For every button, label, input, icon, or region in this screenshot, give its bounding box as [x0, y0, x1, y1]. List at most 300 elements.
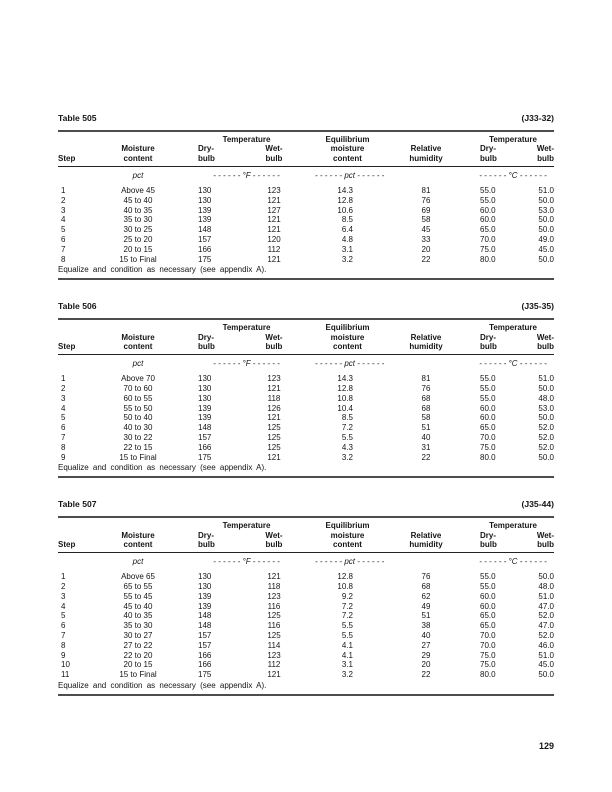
table-cell: 139: [198, 215, 212, 225]
header-row: [58, 531, 554, 553]
table-title: Table 507: [58, 499, 97, 510]
units-pct: pct: [132, 359, 144, 369]
table-cell: 20: [421, 244, 431, 254]
table-cell: 7: [61, 630, 66, 640]
table-cell: 49: [421, 601, 431, 611]
table-cell: 166: [198, 244, 212, 254]
table-cell: 51.0: [538, 186, 554, 196]
table-cell: 51.0: [538, 650, 554, 660]
table-cell: 125: [267, 611, 281, 621]
table-cell: 52.0: [538, 611, 554, 621]
table-cell: 47.0: [538, 601, 554, 611]
table-row: [58, 631, 554, 641]
kiln-schedule-table-506: [58, 301, 554, 478]
table-cell: 157: [198, 432, 212, 442]
temperature-c-spanner: Temperature: [489, 323, 537, 333]
table-cell: 51.0: [538, 374, 554, 384]
table-cell: 55.0: [480, 581, 496, 591]
table-cell: 4.3: [341, 442, 353, 452]
table-cell: 2: [61, 384, 66, 393]
table-cell: 139: [198, 205, 212, 215]
emc-column-header: Equilibrium moisture content: [315, 517, 380, 553]
table-cell: 80.0: [480, 254, 496, 264]
table-title-row: [58, 113, 554, 123]
table-cell: 76: [421, 195, 431, 205]
table-cell: 121: [267, 225, 281, 235]
units-fahrenheit: - - - - - - °F - - - - - -: [213, 359, 280, 369]
table-cell: 114: [267, 640, 281, 650]
table-cell: 50.0: [538, 254, 554, 264]
table-cell: 55.0: [480, 393, 496, 403]
units-fahrenheit: - - - - - - °F - - - - - -: [213, 171, 280, 181]
table-cell: 14.3: [337, 186, 353, 196]
footer-row: [58, 264, 554, 279]
table-cell: 22: [421, 254, 431, 264]
table-cell: 11: [61, 670, 70, 680]
units-emc-pct: - - - - - - pct - - - - - -: [315, 359, 385, 369]
table-cell: 121: [267, 670, 281, 680]
units-row-group: [58, 355, 554, 374]
units-emc-pct: - - - - - - pct - - - - - -: [315, 557, 385, 567]
moisture-column-header: Moisture content: [98, 333, 178, 355]
schedule-table: [58, 516, 554, 696]
table-cell: 3: [61, 205, 66, 215]
table-cell: 4.1: [341, 650, 353, 660]
table-cell: 3.1: [341, 660, 353, 670]
moisture-column-header: Moisture content: [98, 531, 178, 553]
wet-bulb-c-column-header: Wet- bulb: [507, 333, 554, 355]
dry-bulb-f-column-header: Dry- bulb: [178, 531, 233, 553]
table-cell: 139: [198, 601, 212, 611]
table-row: [58, 641, 554, 651]
table-cell: 80.0: [480, 670, 496, 680]
table-cell: 6: [61, 621, 66, 631]
spanner-row: [58, 131, 554, 144]
table-cell: 20 to 15: [123, 660, 153, 670]
table-title: Table 505: [58, 113, 97, 123]
table-row: [58, 433, 554, 443]
table-cell: 130: [198, 195, 212, 205]
table-cell: 33: [421, 235, 431, 244]
table-code: (J33-32): [521, 113, 554, 123]
dry-bulb-c-column-header: Dry- bulb: [472, 333, 507, 355]
table-cell: 3.2: [341, 254, 353, 264]
table-cell: 2: [61, 195, 66, 205]
table-cell: 166: [198, 660, 212, 670]
units-row-group: [58, 553, 554, 572]
table-cell: 75.0: [480, 244, 496, 254]
units-pct: pct: [132, 171, 144, 181]
table-row: [58, 592, 554, 602]
table-cell: 157: [198, 630, 212, 640]
table-cell: 4.1: [341, 640, 353, 650]
table-cell: 58: [421, 413, 431, 423]
table-cell: 112: [267, 660, 281, 670]
table-cell: 70.0: [480, 630, 496, 640]
emc-column-header: Equilibrium moisture content: [315, 131, 380, 167]
header-row: [58, 333, 554, 355]
table-cell: 123: [267, 591, 281, 601]
table-cell: 60.0: [480, 403, 496, 413]
table-cell: 70.0: [480, 640, 496, 650]
table-cell: 51.0: [538, 591, 554, 601]
moisture-column-header: Moisture content: [98, 144, 178, 166]
table-cell: 10: [61, 660, 70, 670]
table-cell: 130: [198, 186, 212, 196]
table-cell: 130: [198, 581, 212, 591]
table-row: [58, 215, 554, 225]
emc-column-header: Equilibrium moisture content: [315, 319, 380, 355]
table-cell: 40 to 35: [123, 205, 153, 215]
table-cell: 27 to 22: [123, 640, 153, 650]
table-cell: 120: [267, 235, 281, 244]
table-title-row: [58, 499, 554, 509]
table-cell: 45 to 40: [123, 601, 153, 611]
table-body: [58, 186, 554, 264]
table-cell: 12.8: [337, 572, 353, 582]
table-cell: 51: [421, 423, 431, 433]
table-cell: 175: [198, 670, 212, 680]
units-celsius: - - - - - - °C - - - - - -: [479, 359, 547, 369]
table-row: [58, 413, 554, 423]
table-cell: Above 45: [121, 186, 155, 196]
table-cell: 70 to 60: [123, 384, 153, 393]
table-cell: 76: [421, 572, 431, 582]
table-cell: 38: [421, 621, 431, 631]
table-cell: 55.0: [480, 572, 496, 582]
table-cell: 81: [421, 374, 431, 384]
table-row: [58, 611, 554, 621]
table-cell: 5.5: [341, 432, 353, 442]
temperature-c-spanner: Temperature: [489, 521, 537, 531]
table-cell: 6: [61, 235, 66, 244]
table-cell: 3.2: [341, 670, 353, 680]
table-cell: 5.5: [341, 621, 353, 631]
table-cell: 50.0: [538, 225, 554, 235]
step-column-header: Step: [58, 333, 98, 355]
table-cell: 22 to 15: [123, 442, 153, 452]
table-cell: 53.0: [538, 205, 554, 215]
table-cell: Above 70: [121, 374, 155, 384]
table-cell: 68: [421, 393, 431, 403]
table-row: [58, 423, 554, 433]
table-cell: 8.5: [341, 413, 353, 423]
table-cell: 148: [198, 621, 212, 631]
table-cell: 35 to 30: [123, 215, 153, 225]
rh-column-header: Relative humidity: [380, 131, 472, 167]
table-cell: 76: [421, 384, 431, 393]
table-cell: 3: [61, 591, 66, 601]
table-cell: 8: [61, 442, 66, 452]
table-cell: 55.0: [480, 374, 496, 384]
table-row: [58, 670, 554, 680]
table-cell: 130: [198, 393, 212, 403]
wet-bulb-c-column-header: Wet- bulb: [507, 144, 554, 166]
table-row: [58, 621, 554, 631]
step-column-header: Step: [58, 531, 98, 553]
kiln-schedule-table-505: [58, 113, 554, 280]
table-cell: 4: [61, 601, 66, 611]
table-cell: 7.2: [341, 423, 353, 433]
table-cell: 40 to 30: [123, 423, 153, 433]
table-cell: 50.0: [538, 384, 554, 393]
table-cell: Above 65: [121, 572, 155, 582]
table-cell: 4: [61, 215, 66, 225]
table-cell: 50.0: [538, 215, 554, 225]
table-cell: 121: [267, 215, 281, 225]
header-row: [58, 144, 554, 166]
table-cell: 125: [267, 423, 281, 433]
table-cell: 116: [267, 621, 281, 631]
table-cell: 80.0: [480, 452, 496, 462]
table-cell: 10.8: [337, 393, 353, 403]
table-cell: 75.0: [480, 660, 496, 670]
table-row: [58, 453, 554, 463]
table-cell: 70.0: [480, 235, 496, 244]
table-body: [58, 374, 554, 462]
table-cell: 53.0: [538, 403, 554, 413]
table-cell: 5: [61, 225, 66, 235]
footer-row: [58, 680, 554, 695]
table-cell: 15 to Final: [119, 254, 157, 264]
schedule-table: [58, 130, 554, 280]
table-footer-group: [58, 680, 554, 695]
table-cell: 10.4: [337, 403, 353, 413]
table-cell: 148: [198, 225, 212, 235]
equalize-note: Equalize and condition as necessary (see appendix A).: [58, 462, 554, 477]
table-cell: 31: [421, 442, 431, 452]
units-emc-pct: - - - - - - pct - - - - - -: [315, 171, 385, 181]
table-row: [58, 186, 554, 196]
table-cell: 112: [267, 244, 281, 254]
table-cell: 52.0: [538, 432, 554, 442]
table-cell: 47.0: [538, 621, 554, 631]
table-row: [58, 404, 554, 414]
table-cell: 81: [421, 186, 431, 196]
table-cell: 15 to Final: [119, 670, 157, 680]
table-cell: 118: [267, 581, 281, 591]
table-cell: 60.0: [480, 413, 496, 423]
table-cell: 22 to 20: [123, 650, 153, 660]
table-cell: 30 to 25: [123, 225, 153, 235]
table-cell: 45 to 40: [123, 195, 153, 205]
table-cell: 4.8: [341, 235, 353, 244]
table-cell: 68: [421, 403, 431, 413]
table-cell: 121: [267, 254, 281, 264]
table-cell: 8: [61, 640, 66, 650]
table-cell: 25 to 20: [123, 235, 153, 244]
table-cell: 175: [198, 452, 212, 462]
table-row: [58, 206, 554, 216]
table-cell: 125: [267, 630, 281, 640]
table-cell: 10.6: [337, 205, 353, 215]
table-row: [58, 374, 554, 384]
table-cell: 125: [267, 432, 281, 442]
table-cell: 7.2: [341, 601, 353, 611]
table-cell: 40 to 35: [123, 611, 153, 621]
table-cell: 50.0: [538, 413, 554, 423]
table-cell: 1: [61, 572, 66, 582]
table-cell: 9: [61, 452, 66, 462]
rh-column-header: Relative humidity: [380, 517, 472, 553]
table-cell: 130: [198, 374, 212, 384]
table-cell: 51: [421, 611, 431, 621]
table-cell: 3.2: [341, 452, 353, 462]
table-row: [58, 602, 554, 612]
table-cell: 3.1: [341, 244, 353, 254]
table-title-row: [58, 301, 554, 311]
table-cell: 35 to 30: [123, 621, 153, 631]
units-fahrenheit: - - - - - - °F - - - - - -: [213, 557, 280, 567]
table-cell: 121: [267, 195, 281, 205]
table-cell: 9: [61, 650, 66, 660]
table-cell: 60.0: [480, 591, 496, 601]
units-row-group: [58, 167, 554, 186]
table-row: [58, 225, 554, 235]
step-column-header: Step: [58, 144, 98, 166]
table-body: [58, 572, 554, 680]
dry-bulb-f-column-header: Dry- bulb: [178, 144, 233, 166]
wet-bulb-f-column-header: Wet- bulb: [233, 531, 315, 553]
wet-bulb-f-column-header: Wet- bulb: [233, 144, 315, 166]
wet-bulb-c-column-header: Wet- bulb: [507, 531, 554, 553]
table-cell: 148: [198, 611, 212, 621]
table-cell: 60.0: [480, 601, 496, 611]
table-cell: 65.0: [480, 611, 496, 621]
table-cell: 50 to 40: [123, 413, 153, 423]
table-cell: 121: [267, 413, 281, 423]
table-cell: 123: [267, 650, 281, 660]
table-cell: 123: [267, 374, 281, 384]
table-cell: 6.4: [341, 225, 353, 235]
dry-bulb-f-column-header: Dry- bulb: [178, 333, 233, 355]
table-cell: 8: [61, 254, 66, 264]
units-row: [58, 553, 554, 572]
temperature-f-spanner: Temperature: [222, 521, 271, 531]
table-cell: 118: [267, 393, 281, 403]
table-cell: 60.0: [480, 205, 496, 215]
equalize-note: Equalize and condition as necessary (see appendix A).: [58, 680, 554, 695]
table-cell: 50.0: [538, 195, 554, 205]
table-cell: 148: [198, 423, 212, 433]
table-cell: 4: [61, 403, 66, 413]
table-cell: 65 to 55: [123, 581, 153, 591]
dry-bulb-c-column-header: Dry- bulb: [472, 144, 507, 166]
table-cell: 157: [198, 640, 212, 650]
table-title: Table 506: [58, 301, 97, 312]
table-cell: 6: [61, 423, 66, 433]
rh-column-header: Relative humidity: [380, 319, 472, 355]
table-cell: 139: [198, 591, 212, 601]
temperature-f-spanner: Temperature: [222, 323, 271, 333]
table-cell: 46.0: [538, 640, 554, 650]
table-row: [58, 245, 554, 255]
table-footer-group: [58, 462, 554, 477]
temperature-c-spanner: Temperature: [489, 135, 537, 144]
table-cell: 116: [267, 601, 281, 611]
table-cell: 1: [61, 186, 66, 196]
table-cell: 68: [421, 581, 431, 591]
table-row: [58, 651, 554, 661]
table-cell: 130: [198, 384, 212, 393]
table-cell: 65.0: [480, 225, 496, 235]
table-cell: 60.0: [480, 215, 496, 225]
wet-bulb-f-column-header: Wet- bulb: [233, 333, 315, 355]
table-cell: 50.0: [538, 670, 554, 680]
table-cell: 55.0: [480, 384, 496, 393]
table-cell: 75.0: [480, 650, 496, 660]
table-cell: 50.0: [538, 572, 554, 582]
table-code: (J35-44): [521, 499, 554, 510]
table-cell: 50.0: [538, 452, 554, 462]
table-cell: 175: [198, 254, 212, 264]
units-row: [58, 355, 554, 374]
kiln-schedule-table-507: [58, 499, 554, 696]
page-number: 129: [538, 741, 554, 751]
table-row: [58, 582, 554, 592]
table-code: (J35-35): [521, 301, 554, 312]
schedule-table: [58, 318, 554, 478]
table-cell: 5.5: [341, 630, 353, 640]
table-cell: 125: [267, 442, 281, 452]
table-cell: 126: [267, 403, 281, 413]
table-cell: 127: [267, 205, 281, 215]
table-cell: 45.0: [538, 660, 554, 670]
table-cell: 29: [421, 650, 431, 660]
table-cell: 2: [61, 581, 66, 591]
table-cell: 55 to 50: [123, 403, 153, 413]
table-cell: 30 to 22: [123, 432, 153, 442]
table-cell: 55.0: [480, 186, 496, 196]
units-celsius: - - - - - - °C - - - - - -: [479, 557, 547, 567]
dry-bulb-c-column-header: Dry- bulb: [472, 531, 507, 553]
table-cell: 55 to 45: [123, 591, 153, 601]
table-cell: 15 to Final: [119, 452, 157, 462]
table-row: [58, 235, 554, 245]
table-row: [58, 443, 554, 453]
equalize-note: Equalize and condition as necessary (see appendix A).: [58, 264, 554, 279]
table-cell: 22: [421, 452, 431, 462]
table-cell: 7: [61, 244, 66, 254]
table-cell: 130: [198, 572, 212, 582]
table-cell: 52.0: [538, 423, 554, 433]
table-cell: 65.0: [480, 621, 496, 631]
table-cell: 40: [421, 630, 431, 640]
table-cell: 65.0: [480, 423, 496, 433]
footer-row: [58, 462, 554, 477]
table-cell: 121: [267, 572, 281, 582]
units-celsius: - - - - - - °C - - - - - -: [479, 171, 547, 181]
table-footer-group: [58, 264, 554, 279]
table-cell: 121: [267, 384, 281, 393]
table-cell: 12.8: [337, 384, 353, 393]
table-cell: 3: [61, 393, 66, 403]
table-cell: 48.0: [538, 393, 554, 403]
units-pct: pct: [132, 557, 144, 567]
table-cell: 20 to 15: [123, 244, 153, 254]
table-row: [58, 660, 554, 670]
table-cell: 60 to 55: [123, 393, 153, 403]
table-cell: 166: [198, 442, 212, 452]
table-cell: 40: [421, 432, 431, 442]
table-cell: 27: [421, 640, 431, 650]
table-cell: 166: [198, 650, 212, 660]
spanner-row: [58, 517, 554, 530]
table-cell: 55.0: [480, 195, 496, 205]
table-cell: 121: [267, 452, 281, 462]
units-row: [58, 167, 554, 186]
table-row: [58, 384, 554, 394]
